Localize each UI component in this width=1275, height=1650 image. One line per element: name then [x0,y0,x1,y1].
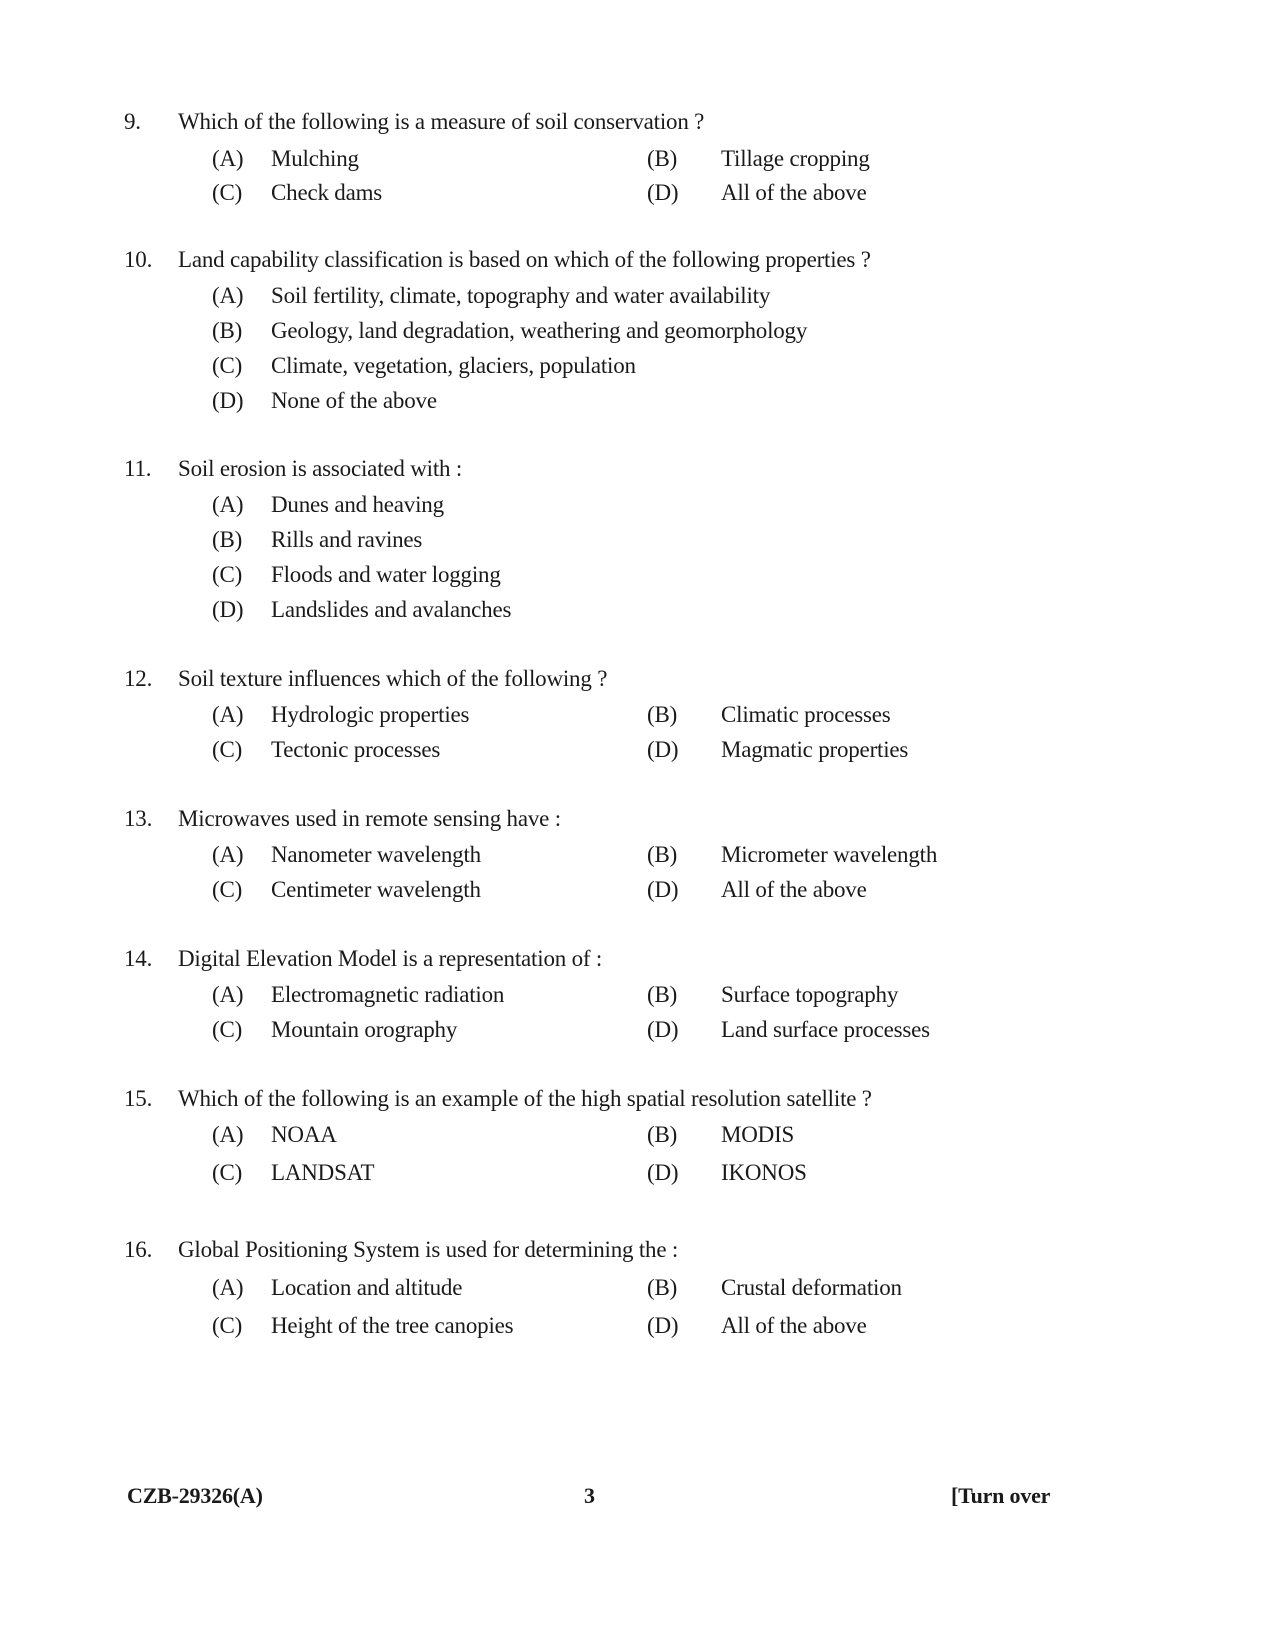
option-text: Micrometer wavelength [721,842,938,867]
question-number: 13. [124,806,153,831]
option-text: All of the above [721,877,867,902]
option-letter: (C) [212,1313,243,1338]
option-text: LANDSAT [271,1160,375,1185]
option-letter: (C) [212,1017,243,1042]
option-text: Landslides and avalanches [271,597,512,622]
option-letter: (D) [212,597,244,622]
option-text: Centimeter wavelength [271,877,481,902]
option-text: IKONOS [721,1160,807,1185]
option-text: Floods and water logging [271,562,501,587]
option-text: Crustal deformation [721,1275,902,1300]
question-text: Which of the following is an example of the high spatial resolution satellite ? [178,1086,872,1111]
option-text: Geology, land degradation, weathering and geomorphology [271,318,808,343]
option-letter: (D) [647,1017,679,1042]
question-text: Land capability classification is based on which of the following properties ? [178,247,871,272]
question-number: 12. [124,666,153,691]
option-letter: (C) [212,180,243,205]
question-text: Microwaves used in remote sensing have : [178,806,561,831]
option-text: Magmatic properties [721,737,909,762]
option-text: Rills and ravines [271,527,423,552]
option-text: Tillage cropping [721,146,870,171]
option-text: None of the above [271,388,437,413]
option-letter: (A) [212,982,244,1007]
option-text: Climate, vegetation, glaciers, population [271,353,636,378]
option-letter: (C) [212,562,243,587]
option-letter: (B) [647,842,678,867]
option-text: NOAA [271,1122,337,1147]
option-text: Tectonic processes [271,737,441,762]
question-number: 15. [124,1086,153,1111]
option-text: Mountain orography [271,1017,458,1042]
question-number: 16. [124,1237,153,1262]
option-text: Surface topography [721,982,899,1007]
option-text: Electromagnetic radiation [271,982,505,1007]
question-text: Which of the following is a measure of soil conservation ? [178,109,705,134]
option-text: Land surface processes [721,1017,930,1042]
option-text: Hydrologic properties [271,702,470,727]
option-letter: (A) [212,702,244,727]
option-letter: (A) [212,283,244,308]
option-text: Location and altitude [271,1275,463,1300]
option-text: Check dams [271,180,383,205]
option-letter: (C) [212,1160,243,1185]
question-text: Soil texture influences which of the following ? [178,666,608,691]
option-text: All of the above [721,180,867,205]
question-number: 11. [124,456,152,481]
option-letter: (D) [647,1160,679,1185]
option-letter: (D) [647,877,679,902]
option-letter: (B) [647,1122,678,1147]
option-text: Height of the tree canopies [271,1313,514,1338]
option-letter: (D) [212,388,244,413]
option-letter: (D) [647,180,679,205]
option-letter: (D) [647,1313,679,1338]
question-number: 14. [124,946,153,971]
option-letter: (B) [647,702,678,727]
option-text: Nanometer wavelength [271,842,481,867]
option-letter: (C) [212,737,243,762]
option-letter: (A) [212,1275,244,1300]
option-letter: (A) [212,842,244,867]
option-letter: (D) [647,737,679,762]
option-text: Soil fertility, climate, topography and water availability [271,283,771,308]
option-letter: (B) [647,146,678,171]
paper-code: CZB-29326(A) [127,1483,263,1508]
option-text: Mulching [271,146,359,171]
turn-over-label: [Turn over [951,1483,1051,1508]
option-letter: (B) [212,318,243,343]
question-text: Soil erosion is associated with : [178,456,463,481]
question-text: Digital Elevation Model is a representation of : [178,946,603,971]
question-number: 10. [124,247,153,272]
question-number: 9. [124,109,141,134]
option-text: All of the above [721,1313,867,1338]
option-letter: (C) [212,353,243,378]
option-letter: (B) [647,982,678,1007]
question-text: Global Positioning System is used for determining the : [178,1237,679,1262]
option-letter: (B) [212,527,243,552]
option-letter: (A) [212,492,244,517]
option-letter: (C) [212,877,243,902]
page-number: 3 [584,1483,595,1508]
option-letter: (B) [647,1275,678,1300]
option-text: MODIS [721,1122,795,1147]
option-letter: (A) [212,146,244,171]
option-letter: (A) [212,1122,244,1147]
option-text: Dunes and heaving [271,492,444,517]
option-text: Climatic processes [721,702,891,727]
